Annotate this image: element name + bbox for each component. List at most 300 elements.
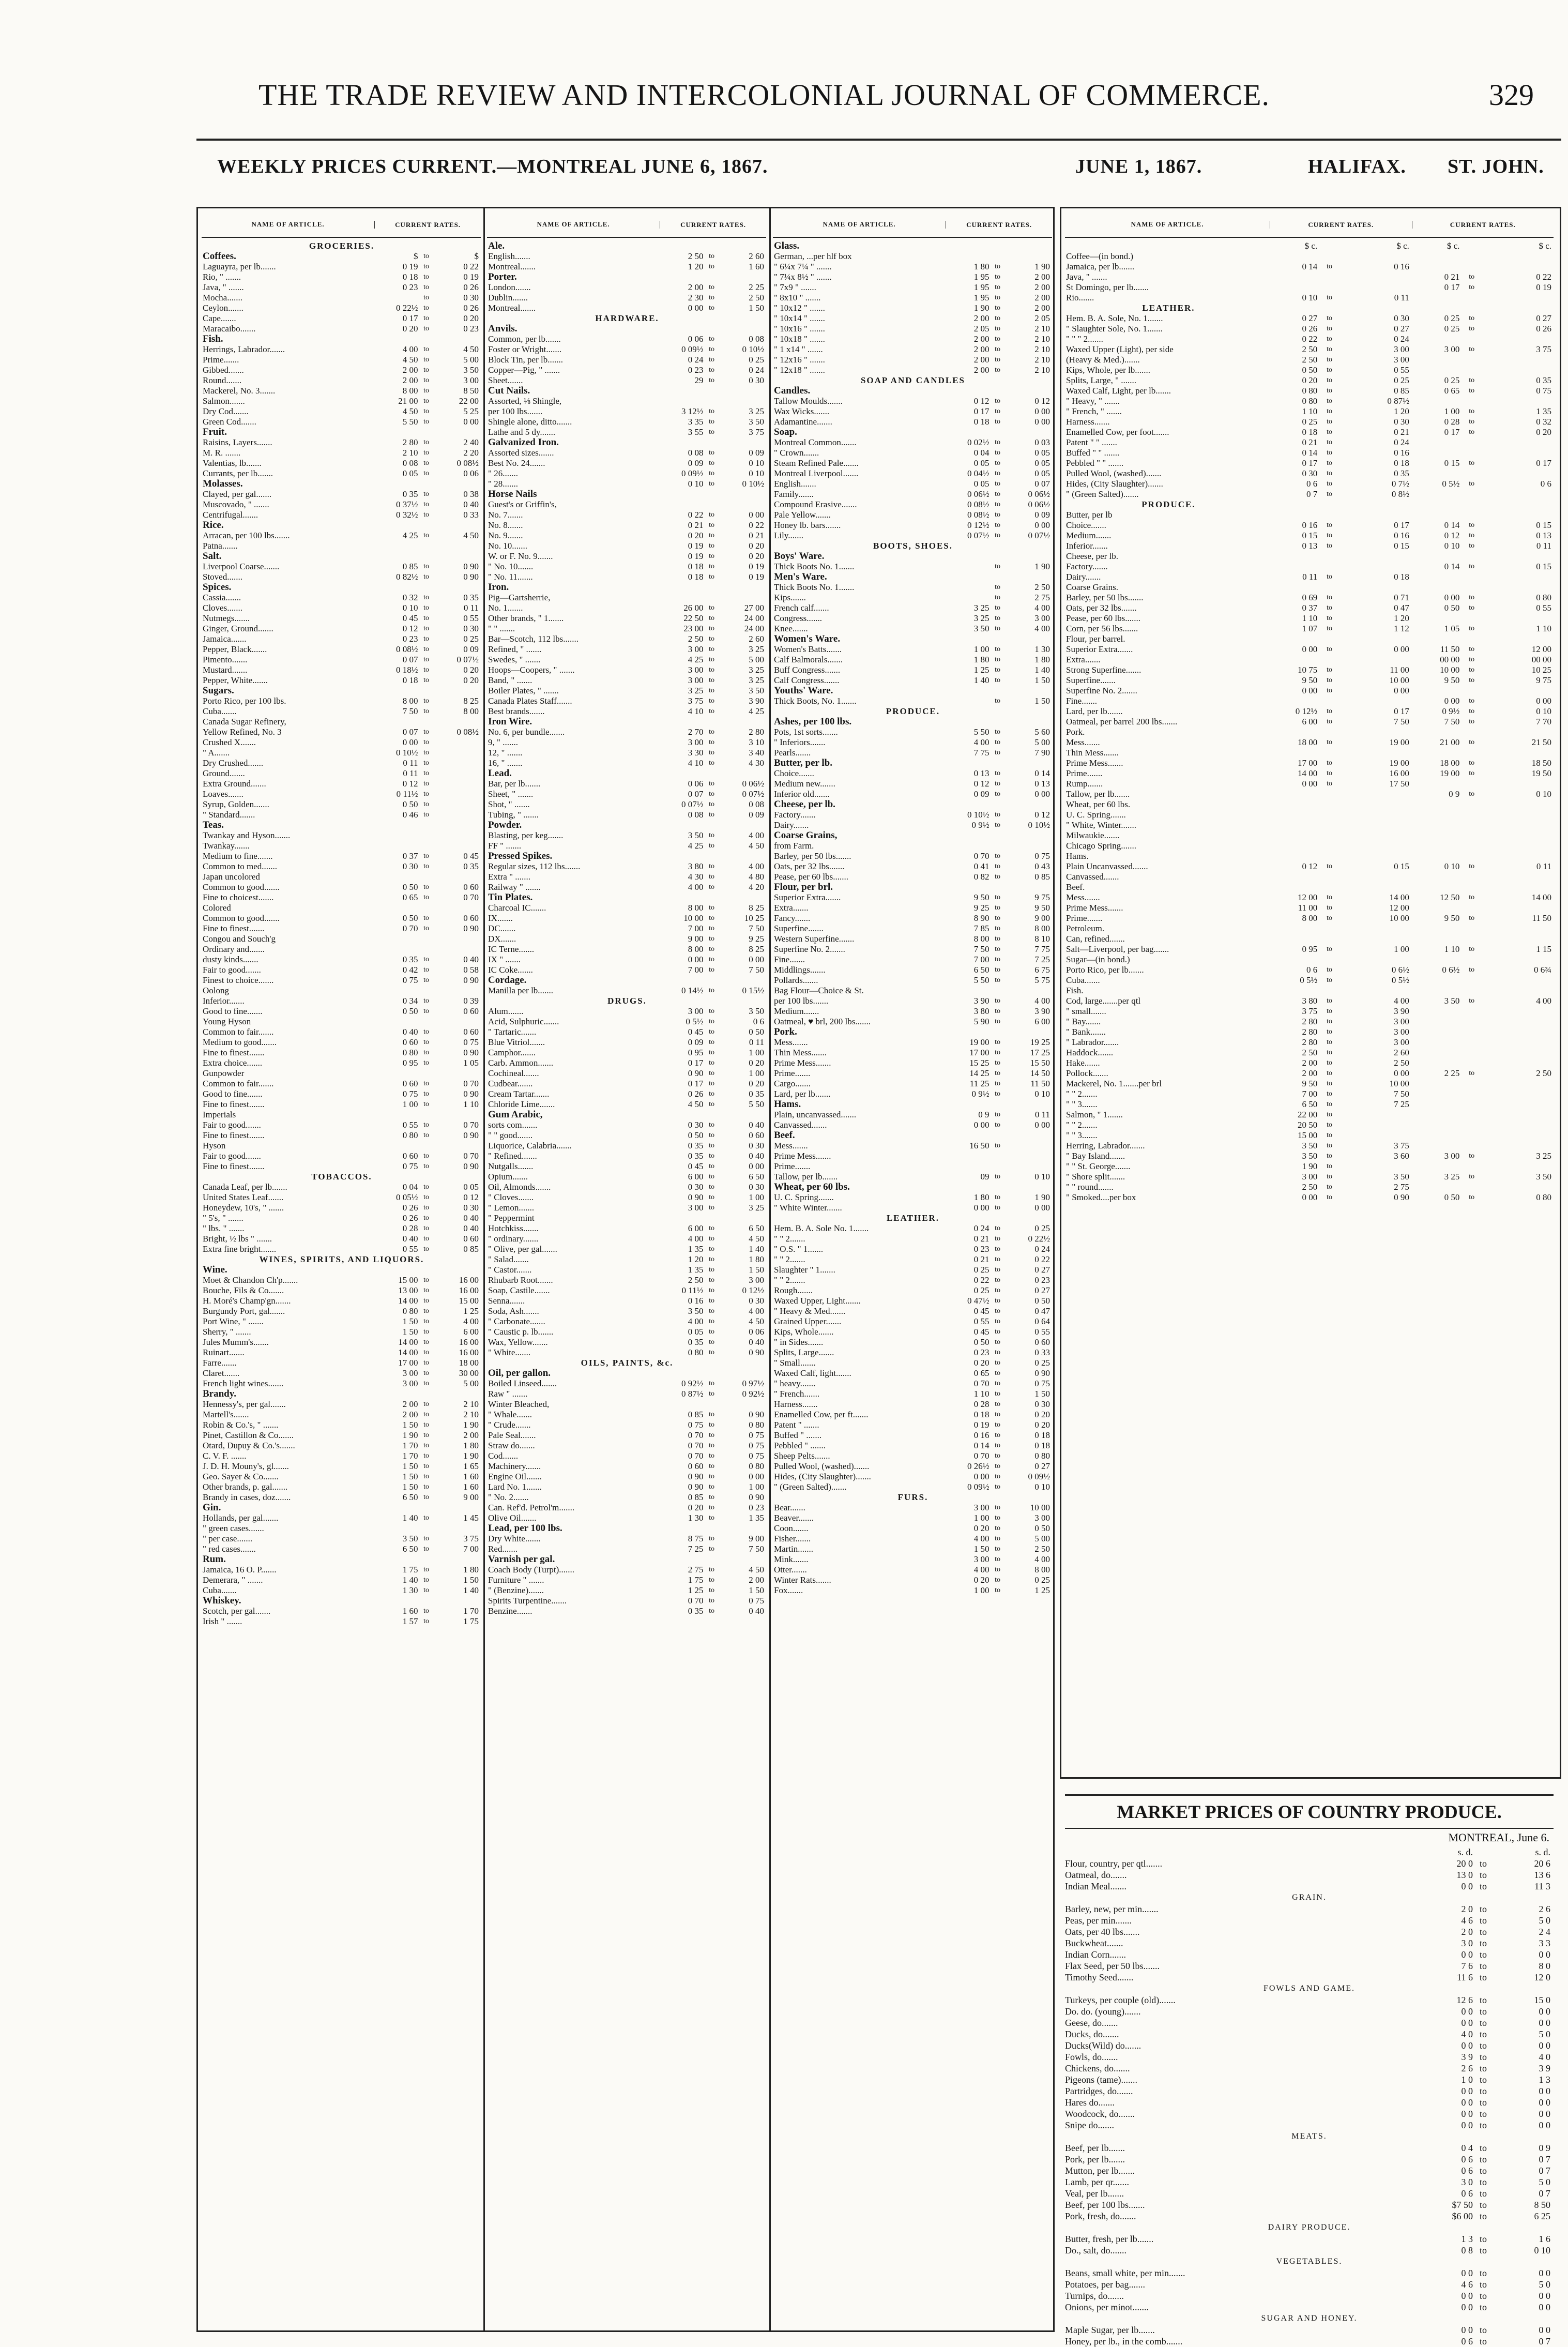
price-row bbox=[202, 613, 481, 624]
rate-high: 0 00 bbox=[1034, 789, 1050, 799]
rate-low: 17 00 bbox=[398, 1358, 418, 1368]
rate-low: 0 09½ bbox=[967, 1482, 989, 1492]
to-word bbox=[418, 903, 435, 913]
price-row bbox=[1065, 1110, 1554, 1120]
halifax-rate-low: 0 00 bbox=[1302, 1192, 1318, 1202]
price-row bbox=[1065, 934, 1554, 944]
article-name: Montreal Common....... bbox=[774, 437, 857, 447]
price-row bbox=[487, 1006, 766, 1017]
article-name: Ground....... bbox=[203, 768, 245, 778]
category-heading bbox=[487, 489, 766, 499]
price-row bbox=[1065, 717, 1554, 727]
rate-low bbox=[374, 1017, 418, 1027]
rate-low: 8 00 bbox=[688, 944, 704, 954]
article-name: " " 2....... bbox=[774, 1254, 805, 1264]
rate-low: 0 32 bbox=[402, 593, 418, 602]
rate-high bbox=[1006, 251, 1052, 262]
halifax-rate-high: 0 87½ bbox=[1387, 396, 1409, 406]
halifax-rate-high: 0 00 bbox=[1394, 686, 1409, 695]
to-word bbox=[1317, 510, 1342, 520]
rate-high: 0 35 bbox=[463, 861, 479, 871]
price-row bbox=[773, 293, 1052, 303]
article-name: Good to fine....... bbox=[203, 1006, 263, 1016]
article-name: Kips....... bbox=[774, 593, 806, 602]
market-row bbox=[1065, 1926, 1554, 1937]
rate-low: 1 95 bbox=[973, 282, 989, 292]
price-row bbox=[487, 1068, 766, 1079]
article-name: " Inferiors....... bbox=[774, 737, 826, 747]
to-word: to bbox=[1479, 1881, 1487, 1891]
to-word: to bbox=[1327, 1028, 1333, 1036]
article-name: French light wines....... bbox=[203, 1379, 284, 1388]
halifax-rate-low: 9 50 bbox=[1302, 1079, 1318, 1088]
produce-name: Peas, per min....... bbox=[1065, 1915, 1132, 1926]
article-name: Enamelled Cow, per foot....... bbox=[1066, 427, 1169, 437]
to-word: to bbox=[1479, 2177, 1487, 2187]
price-row bbox=[1065, 1099, 1554, 1110]
price-row bbox=[773, 355, 1052, 365]
halifax-rate-low: 0 16 bbox=[1302, 520, 1318, 530]
to-word: to bbox=[709, 1276, 714, 1284]
article-name: Best brands....... bbox=[488, 706, 545, 716]
to-word bbox=[1317, 872, 1342, 882]
to-word: to bbox=[709, 1452, 714, 1460]
price-row bbox=[202, 1544, 481, 1554]
to-word bbox=[418, 1389, 435, 1399]
price-row bbox=[1065, 1068, 1554, 1079]
halifax-rate-high: 10 00 bbox=[1389, 1079, 1409, 1088]
article-name bbox=[1065, 241, 1269, 251]
price-row bbox=[773, 768, 1052, 779]
to-word: to bbox=[423, 345, 429, 353]
halifax-rate-low bbox=[1269, 872, 1318, 882]
stjohn-rate-high: 0 20 bbox=[1536, 427, 1552, 437]
halifax-rate-low: 11 00 bbox=[1298, 903, 1318, 913]
article-name: " per case....... bbox=[203, 1534, 253, 1543]
rate-low: 0 80 bbox=[402, 1048, 418, 1057]
price-low: 0 0 bbox=[1461, 2302, 1473, 2312]
to-word: to bbox=[1469, 1152, 1475, 1160]
rate-low: 0 70 bbox=[402, 923, 418, 933]
article-name: Nutgalls....... bbox=[488, 1161, 534, 1171]
rate-high: 4 50 bbox=[749, 1316, 764, 1326]
price-row bbox=[773, 1058, 1052, 1068]
to-word: to bbox=[423, 925, 429, 932]
category-heading bbox=[487, 1368, 766, 1379]
rate-high: 0 05 bbox=[463, 1182, 479, 1192]
article-name: " 7¼x 8½ " ....... bbox=[774, 272, 832, 282]
price-row bbox=[1065, 468, 1554, 479]
stjohn-rate-high: 0 17 bbox=[1536, 458, 1552, 468]
category-heading bbox=[202, 1554, 481, 1565]
rate-low: 0 17 bbox=[973, 406, 989, 416]
stjohn-rate-low bbox=[1411, 903, 1460, 913]
rate-low bbox=[659, 1213, 703, 1223]
rate-high: 1 50 bbox=[463, 1575, 479, 1585]
rate-high: 1 60 bbox=[463, 1482, 479, 1492]
rate-low: 0 35 bbox=[402, 489, 418, 499]
to-word: to bbox=[709, 345, 714, 353]
rate-high: 0 85 bbox=[1034, 872, 1050, 882]
halifax-rate-low: 17 00 bbox=[1297, 758, 1318, 768]
price-row bbox=[487, 675, 766, 686]
article-name: Inferior....... bbox=[203, 996, 245, 1006]
rate-low bbox=[374, 1503, 418, 1513]
stjohn-rate-low: 3 50 bbox=[1444, 996, 1460, 1006]
rate-low: 0 26 bbox=[402, 1213, 418, 1223]
to-word: to bbox=[1479, 2166, 1487, 2176]
stjohn-rate-low: 0 6½ bbox=[1442, 965, 1460, 975]
price-row bbox=[1065, 1006, 1554, 1017]
stjohn-rate-high bbox=[1484, 1110, 1554, 1120]
rate-low: 5 50 bbox=[402, 417, 418, 427]
stjohn-rate-high: 1 35 bbox=[1536, 406, 1552, 416]
rate-high bbox=[435, 334, 481, 344]
rate-low: 3 00 bbox=[688, 675, 704, 685]
rate-high bbox=[1006, 986, 1052, 996]
rate-high: 2 00 bbox=[463, 1430, 479, 1440]
article-name: Haddock....... bbox=[1066, 1048, 1114, 1057]
rate-low: 1 50 bbox=[402, 1461, 418, 1471]
rate-low: 4 00 bbox=[973, 1565, 989, 1574]
section-heading bbox=[773, 1492, 1052, 1503]
section-heading bbox=[487, 996, 766, 1006]
price-row bbox=[202, 1037, 481, 1048]
article-name: Choice....... bbox=[1066, 520, 1106, 530]
to-word: to bbox=[995, 1204, 1000, 1212]
rate-low: 0 22½ bbox=[396, 303, 418, 313]
column-header bbox=[202, 212, 481, 238]
rate-low: 0 20 bbox=[973, 1523, 989, 1533]
to-word: to bbox=[1327, 914, 1333, 922]
to-word: to bbox=[423, 852, 429, 860]
article-name: Soda, Ash....... bbox=[488, 1306, 539, 1316]
stjohn-rate-low: 19 00 bbox=[1440, 768, 1460, 778]
price-row bbox=[1065, 851, 1554, 861]
rate-high bbox=[435, 427, 481, 437]
to-word: to bbox=[995, 1069, 1000, 1077]
price-row bbox=[202, 1275, 481, 1285]
article-name: " Lemon....... bbox=[488, 1203, 535, 1213]
stjohn-rate-low bbox=[1411, 1120, 1460, 1130]
to-word: to bbox=[995, 490, 1000, 498]
price-row bbox=[1065, 861, 1554, 872]
price-row bbox=[1065, 386, 1554, 396]
rate-high: 5 60 bbox=[1034, 727, 1050, 737]
article-name: Fine....... bbox=[1066, 696, 1097, 706]
price-low: 3 0 bbox=[1461, 1938, 1473, 1948]
stjohn-rate-low bbox=[1411, 251, 1460, 262]
price-row bbox=[773, 365, 1052, 375]
article-name: DRUGS. bbox=[607, 996, 647, 1006]
stjohn-rate-low bbox=[1411, 1027, 1460, 1037]
halifax-rate-high: 0 71 bbox=[1394, 593, 1409, 602]
price-row bbox=[487, 1441, 766, 1451]
price-row bbox=[773, 624, 1052, 634]
price-row bbox=[773, 1585, 1052, 1596]
price-row bbox=[773, 1265, 1052, 1275]
rate-high: 1 30 bbox=[1034, 644, 1050, 654]
article-name: Lead, per 100 lbs. bbox=[488, 1523, 562, 1534]
to-word: to bbox=[1479, 2211, 1487, 2221]
article-name: Cordage. bbox=[488, 975, 527, 986]
article-name: " Bank....... bbox=[1066, 1027, 1106, 1037]
price-row bbox=[1065, 262, 1554, 272]
to-word: to bbox=[423, 366, 429, 374]
article-name: " " 3....... bbox=[1066, 1099, 1098, 1109]
rate-low: 0 12 bbox=[973, 779, 989, 789]
rate-low: 0 19 bbox=[402, 262, 418, 271]
stjohn-rate-high bbox=[1484, 437, 1554, 448]
produce-name: Oatmeal, do....... bbox=[1065, 1870, 1127, 1880]
to-word: to bbox=[995, 894, 1000, 901]
halifax-rate-low: 0 6 bbox=[1306, 965, 1318, 975]
price-low: 1 0 bbox=[1461, 2075, 1473, 2085]
market-row bbox=[1065, 2290, 1554, 2301]
to-word: to bbox=[1469, 997, 1475, 1005]
stjohn-rate-high: 00 00 bbox=[1531, 655, 1552, 664]
stjohn-rate-low bbox=[1411, 810, 1460, 820]
rate-high bbox=[720, 1213, 766, 1223]
price-row bbox=[1065, 1017, 1554, 1027]
market-section-heading: VEGETABLES. bbox=[1276, 2257, 1343, 2266]
price-row bbox=[773, 892, 1052, 903]
rate-high: 0 27 bbox=[1034, 1285, 1050, 1295]
to-word bbox=[1317, 748, 1342, 758]
to-word: to bbox=[1327, 1162, 1333, 1170]
category-heading bbox=[487, 582, 766, 593]
price-row bbox=[773, 1089, 1052, 1099]
rate-low: 0 08½ bbox=[967, 510, 989, 520]
article-name: Buff Congress....... bbox=[774, 665, 841, 675]
article-name: Benzine....... bbox=[488, 1606, 532, 1616]
stjohn-rate-high: 0 27 bbox=[1536, 313, 1552, 323]
price-high: 5 0 bbox=[1539, 1915, 1550, 1926]
to-word bbox=[1459, 903, 1484, 913]
price-row bbox=[487, 665, 766, 675]
rate-high: 6 00 bbox=[463, 1327, 479, 1337]
rate-low bbox=[945, 251, 989, 262]
rate-low: 2 05 bbox=[973, 324, 989, 334]
to-word: to bbox=[1469, 676, 1475, 684]
category-heading bbox=[773, 241, 1052, 251]
price-row bbox=[773, 406, 1052, 417]
to-word bbox=[1459, 851, 1484, 861]
to-word: to bbox=[1327, 1131, 1333, 1139]
market-row bbox=[1065, 1869, 1554, 1881]
rate-low: 1 95 bbox=[973, 272, 989, 282]
rate-high: 1 80 bbox=[463, 1441, 479, 1450]
price-row bbox=[1065, 417, 1554, 427]
article-name: Assorted sizes....... bbox=[488, 448, 554, 458]
stjohn-rate-high bbox=[1484, 365, 1554, 375]
rate-low: 0 80 bbox=[688, 1347, 704, 1357]
to-word bbox=[1459, 448, 1484, 458]
to-word bbox=[1459, 830, 1484, 841]
section-heading bbox=[1065, 303, 1554, 313]
article-name: " Whale....... bbox=[488, 1410, 532, 1419]
to-word: to bbox=[1479, 2268, 1487, 2278]
halifax-rate-low: 0 14 bbox=[1302, 262, 1318, 271]
article-name: Oats, per 32 lbs....... bbox=[774, 861, 845, 871]
rate-high bbox=[435, 1554, 481, 1565]
article-name: " 12x16 " ....... bbox=[774, 355, 825, 365]
price-row bbox=[487, 1254, 766, 1265]
to-word: to bbox=[423, 511, 429, 519]
article-name: Waxed Upper (Light), per side bbox=[1066, 344, 1174, 354]
price-row bbox=[487, 696, 766, 706]
rate-low bbox=[945, 717, 989, 727]
halifax-rate-high: 1 00 bbox=[1394, 944, 1409, 954]
price-row bbox=[487, 799, 766, 810]
article-name: " small....... bbox=[1066, 1006, 1106, 1016]
rate-high bbox=[435, 768, 481, 779]
article-name: Pollards....... bbox=[774, 975, 818, 985]
to-word: to bbox=[709, 252, 714, 260]
article-name: Candles. bbox=[774, 386, 811, 396]
to-word: to bbox=[423, 594, 429, 601]
to-word: to bbox=[1327, 1111, 1333, 1118]
price-row bbox=[202, 1327, 481, 1337]
rate-high: 0 24 bbox=[1034, 1244, 1050, 1254]
category-heading bbox=[773, 1099, 1052, 1110]
article-name: Family....... bbox=[774, 489, 814, 499]
article-name: Raw " ....... bbox=[488, 1389, 528, 1399]
to-word bbox=[1459, 820, 1484, 830]
price-row bbox=[487, 655, 766, 665]
article-name: (Heavy & Med.)....... bbox=[1066, 355, 1140, 365]
to-word: to bbox=[1479, 2052, 1487, 2062]
price-row bbox=[202, 1534, 481, 1544]
rate-low: 0 18 bbox=[973, 1410, 989, 1419]
stjohn-rate-high bbox=[1484, 1037, 1554, 1048]
rate-high: 0 20 bbox=[463, 665, 479, 675]
rate-low: 1 90 bbox=[973, 303, 989, 313]
to-word: to bbox=[1479, 2006, 1487, 2017]
rate-low: 2 50 bbox=[688, 251, 704, 261]
rate-low: 0 26 bbox=[688, 1089, 704, 1099]
rate-low: 2 00 bbox=[973, 334, 989, 344]
to-word: to bbox=[1327, 894, 1333, 901]
category-heading bbox=[773, 799, 1052, 810]
article-name: Fancy....... bbox=[774, 913, 811, 923]
rate-high: 3 00 bbox=[463, 375, 479, 385]
to-word: to bbox=[1327, 666, 1333, 674]
to-word: to bbox=[1479, 1938, 1487, 1948]
article-name: Pease, per 60 lbs....... bbox=[774, 872, 849, 882]
column-header bbox=[773, 212, 1052, 238]
stjohn-rate-high: 2 50 bbox=[1536, 1068, 1552, 1078]
market-row bbox=[1065, 1903, 1554, 1915]
rate-low: 0 75 bbox=[402, 975, 418, 985]
article-name: Ginger, Ground....... bbox=[203, 624, 273, 633]
article-name: Common to good....... bbox=[203, 882, 280, 892]
rate-high: 2 50 bbox=[1034, 582, 1050, 592]
halifax-rate-high bbox=[1342, 810, 1411, 820]
stjohn-rate-high: 0 80 bbox=[1536, 1192, 1552, 1202]
price-low: 0 0 bbox=[1461, 2325, 1473, 2335]
article-name: Slaughter " 1....... bbox=[774, 1265, 835, 1275]
rate-low: 2 00 bbox=[973, 313, 989, 323]
to-word bbox=[989, 717, 1006, 727]
rate-high: 0 05 bbox=[1034, 468, 1050, 478]
halifax-rate-low bbox=[1269, 551, 1318, 562]
halifax-rate-high: 0 90 bbox=[1394, 1192, 1409, 1202]
price-row bbox=[1065, 624, 1554, 634]
article-name: Beef. bbox=[774, 1130, 795, 1141]
rate-low: 2 50 bbox=[688, 1275, 704, 1285]
to-word: to bbox=[1327, 376, 1333, 384]
article-name: Bar—Scotch, 112 lbs....... bbox=[488, 634, 579, 644]
rate-low: 1 25 bbox=[973, 665, 989, 675]
halifax-rate-low bbox=[1269, 727, 1318, 737]
rate-high: 0 00 bbox=[1034, 406, 1050, 416]
price-row bbox=[487, 1265, 766, 1275]
rate-low: 0 41 bbox=[973, 861, 989, 871]
stjohn-rate-low bbox=[1411, 975, 1460, 986]
rate-low bbox=[659, 593, 703, 603]
article-name: Montreal....... bbox=[488, 303, 536, 313]
stjohn-rate-high: 1 15 bbox=[1536, 944, 1552, 954]
halifax-rate-high: 2 60 bbox=[1394, 1048, 1409, 1057]
to-word: to bbox=[1479, 2234, 1487, 2244]
price-row bbox=[487, 1534, 766, 1544]
price-row bbox=[202, 706, 481, 717]
to-word: to bbox=[423, 573, 429, 581]
stjohn-rate-high: 1 10 bbox=[1536, 624, 1552, 633]
market-row bbox=[1065, 2245, 1554, 2256]
rate-high: 3 25 bbox=[749, 665, 764, 675]
price-row bbox=[487, 344, 766, 355]
price-row bbox=[1065, 1192, 1554, 1203]
price-high: 0 0 bbox=[1539, 2120, 1550, 2130]
article-name: Knee....... bbox=[774, 624, 808, 633]
rate-high: 1 00 bbox=[749, 1482, 764, 1492]
price-row bbox=[773, 1068, 1052, 1079]
to-word: to bbox=[1327, 904, 1333, 912]
to-word: to bbox=[995, 780, 1000, 788]
rate-high: 0 40 bbox=[749, 1120, 764, 1130]
to-word: to bbox=[709, 1607, 714, 1615]
to-word: to bbox=[995, 645, 1000, 653]
rate-high bbox=[720, 1554, 766, 1565]
to-word bbox=[704, 1213, 720, 1223]
article-name: Pulled Wool, (washed)....... bbox=[1066, 468, 1162, 478]
to-word: to bbox=[709, 738, 714, 746]
price-row bbox=[487, 727, 766, 737]
to-word: to bbox=[1469, 376, 1475, 384]
stjohn-rate-high: 0 26 bbox=[1536, 324, 1552, 334]
rate-low: 14 25 bbox=[969, 1068, 989, 1078]
stjohn-rate-low: 0 9 bbox=[1449, 789, 1460, 799]
to-word: to bbox=[709, 1069, 714, 1077]
article-name: Molasses. bbox=[203, 479, 243, 489]
rate-low: 0 18 bbox=[688, 572, 704, 582]
price-row bbox=[1065, 789, 1554, 799]
to-word bbox=[989, 427, 1006, 437]
rate-high: 0 55 bbox=[1034, 1327, 1050, 1337]
article-name: Cuba....... bbox=[1066, 975, 1100, 985]
article-name: No. 10....... bbox=[488, 541, 528, 551]
to-word: to bbox=[995, 583, 1000, 591]
price-row bbox=[202, 458, 481, 468]
rate-high: 0 64 bbox=[1034, 1316, 1050, 1326]
article-name: Martell's....... bbox=[203, 1410, 249, 1419]
article-name: Common to good....... bbox=[203, 913, 280, 923]
rate-high: 4 80 bbox=[749, 872, 764, 882]
stjohn-rate-low bbox=[1411, 686, 1460, 696]
to-word: to bbox=[1479, 1870, 1487, 1880]
